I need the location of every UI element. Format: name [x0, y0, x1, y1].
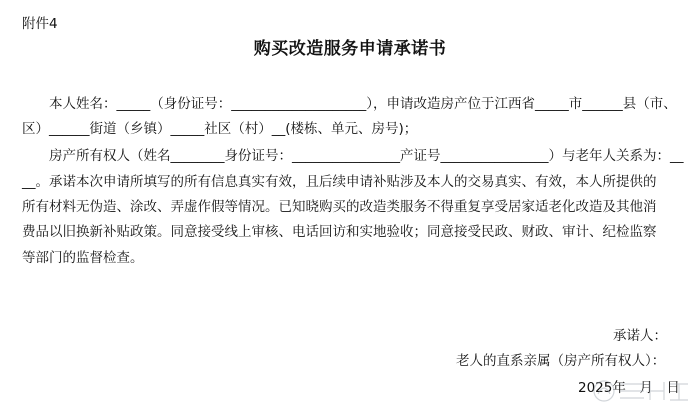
signature-promisor: 承诺人： — [613, 328, 667, 344]
signature-relative: 老人的直系亲属（房产所有权人）： — [456, 353, 666, 369]
attachment-label: 附件4 — [22, 16, 58, 32]
body-line-3: 房产所有权人（姓名________身份证号：________________产证号________________）与老年人关系为：__ — [22, 148, 684, 164]
watermark-logo — [590, 372, 694, 410]
body-line-5: 所有材料无伪造、涂改、弄虚作假等情况。已知晓购买的改造类服务不得重复享受居家适老化改造及其他消 — [22, 199, 657, 215]
body-line-2: 区）______街道（乡镇）_____社区（村）__(楼栋、单元、房号)； — [22, 121, 418, 137]
signature-date: 2025年 月 日 — [578, 380, 680, 396]
body-line-6: 费品以旧换新补贴政策。同意接受线上审核、电话回访和实地验收；同意接受民政、财政、审计、纪检监察 — [22, 224, 657, 240]
document-title: 购买改造服务申请承诺书 — [253, 39, 447, 59]
body-line-1: 本人姓名：_____（身份证号：____________________），申请改造房产位于江西省_____市______县（市、 — [22, 96, 677, 112]
body-line-4: __。承诺本次申请所填写的所有信息真实有效，且后续申请补贴涉及本人的交易真实、有效，本人所提供的 — [22, 174, 657, 190]
body-line-7: 等部门的监督检查。 — [22, 250, 144, 266]
